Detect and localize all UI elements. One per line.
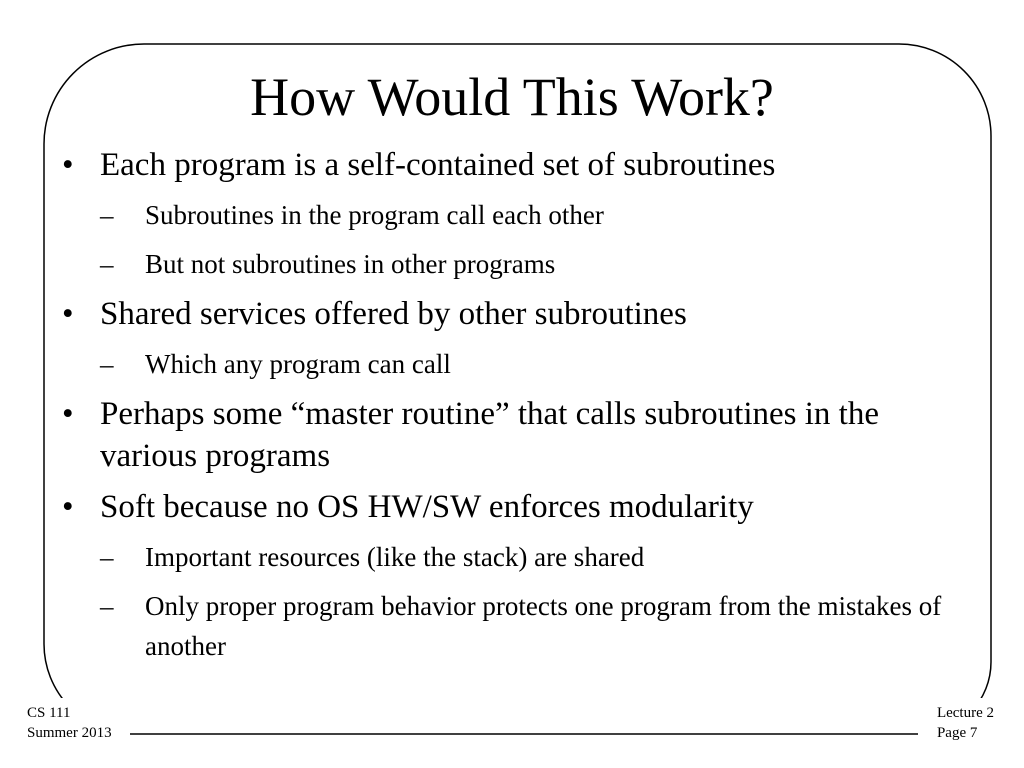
bullet-item bbox=[58, 486, 958, 528]
sub-bullet-item bbox=[100, 586, 958, 666]
bullet-text: Each program is a self-contained set of subroutines bbox=[100, 147, 776, 183]
footer-term: Summer 2013 bbox=[27, 725, 112, 741]
bullet-dot: • bbox=[62, 296, 74, 332]
sub-bullet-dash: – bbox=[100, 200, 114, 230]
sub-bullet-text: Which any program can call bbox=[145, 349, 451, 379]
sub-bullet-dash: – bbox=[100, 249, 114, 279]
slide-title: How Would This Work? bbox=[250, 67, 774, 127]
bullet-dot: • bbox=[62, 489, 74, 525]
bullet-item bbox=[58, 293, 958, 335]
bullet-text: Soft because no OS HW/SW enforces modularity bbox=[100, 489, 754, 525]
sub-bullet-item bbox=[100, 195, 958, 235]
footer-lecture: Lecture 2 bbox=[936, 705, 994, 721]
footer-page-info bbox=[937, 703, 994, 743]
sub-bullet-text: Subroutines in the program call each other bbox=[145, 200, 604, 230]
sub-bullet-item bbox=[100, 537, 958, 577]
footer-page: Page 7 bbox=[936, 725, 978, 741]
sub-bullet-dash: – bbox=[100, 542, 114, 572]
sub-bullet-dash: – bbox=[100, 591, 114, 621]
footer-course-info bbox=[27, 703, 112, 743]
bullet-text: Perhaps some “master routine” that calls subroutines in the various programs bbox=[100, 396, 879, 474]
bullet-dot: • bbox=[62, 396, 74, 432]
sub-bullet-text: Only proper program behavior protects one program from the mistakes of another bbox=[145, 591, 942, 661]
sub-bullet-item bbox=[100, 244, 958, 284]
bullet-text: Shared services offered by other subroutines bbox=[100, 296, 687, 332]
bullet-item bbox=[58, 144, 958, 186]
sub-bullet-text: Important resources (like the stack) are shared bbox=[145, 542, 645, 572]
bullet-item bbox=[58, 393, 958, 477]
bullet-list bbox=[58, 144, 958, 666]
sub-bullet-item bbox=[100, 344, 958, 384]
sub-bullet-text: But not subroutines in other programs bbox=[145, 249, 556, 279]
bullet-dot: • bbox=[62, 147, 74, 183]
sub-bullet-dash: – bbox=[100, 349, 114, 379]
footer-course: CS 111 bbox=[27, 705, 71, 721]
